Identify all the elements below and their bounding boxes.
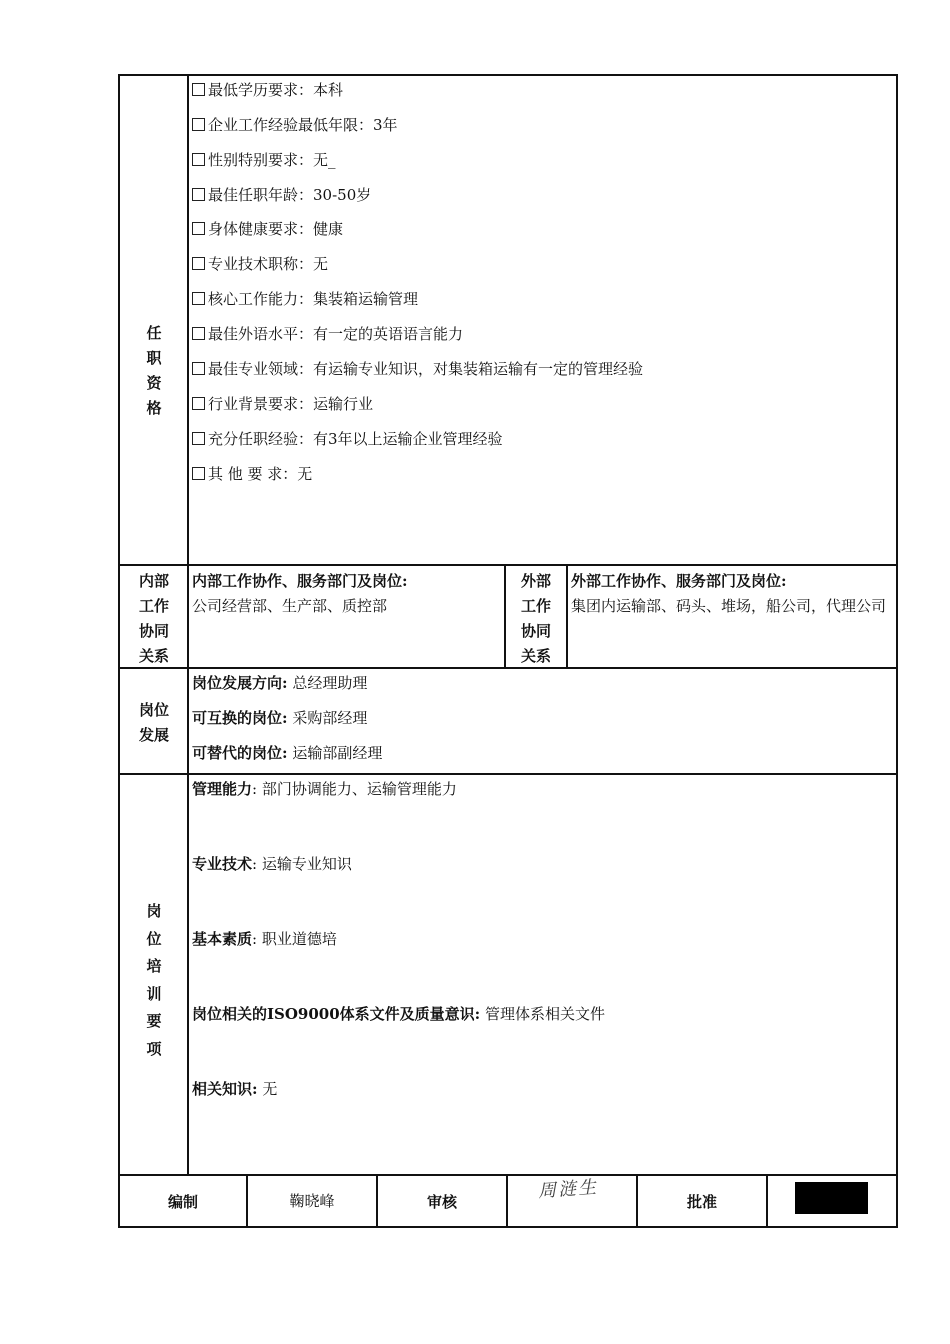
training-row: 岗位相关的ISO9000体系文件及质量意识: 管理体系相关文件 — [192, 1005, 605, 1023]
development-row: 岗位发展方向: 总经理助理 — [192, 674, 368, 692]
development-row: 可互换的岗位: 采购部经理 — [192, 709, 368, 727]
qual-item: 企业工作经验最低年限：3年 — [192, 115, 398, 135]
qual-item: 其 他 要 求：无 — [192, 464, 312, 484]
internal-collab-heading: 内部工作协作、服务部门及岗位: — [192, 572, 408, 590]
job-spec-table — [118, 74, 898, 1228]
qual-item: 最佳外语水平：有一定的英语语言能力 — [192, 324, 463, 344]
qual-item: 行业背景要求：运输行业 — [192, 394, 373, 414]
training-row: 管理能力: 部门协调能力、运输管理能力 — [192, 780, 457, 798]
footer-divider-5 — [766, 1174, 768, 1228]
checkbox-icon — [192, 188, 205, 201]
qual-item: 最佳任职年龄：30-50岁 — [192, 185, 371, 205]
divider-collaboration — [118, 667, 898, 669]
review-label: 审核 — [426, 1193, 457, 1211]
checkbox-icon — [192, 327, 205, 340]
development-label: 岗位发展 — [138, 701, 169, 744]
label-column-divider — [187, 74, 189, 1175]
checkbox-icon — [192, 222, 205, 235]
divider-qualifications — [118, 564, 898, 566]
compile-label: 编制 — [167, 1193, 198, 1211]
collab-divider-2 — [566, 564, 568, 668]
qual-item: 充分任职经验：有3年以上运输企业管理经验 — [192, 429, 503, 449]
training-label: 岗位培训要项 — [146, 902, 162, 1058]
checkbox-icon — [192, 83, 205, 96]
qual-item: 专业技术职称：无 — [192, 254, 328, 274]
checkbox-icon — [192, 432, 205, 445]
development-row: 可替代的岗位: 运输部副经理 — [192, 744, 383, 762]
qual-item: 性别特别要求：无_ — [192, 150, 336, 170]
external-collab-label: 外部工作协同关系 — [520, 572, 551, 665]
checkbox-icon — [192, 118, 205, 131]
qual-item: 身体健康要求：健康 — [192, 219, 343, 239]
checkbox-icon — [192, 362, 205, 375]
qualifications-label: 任职资格 — [146, 324, 162, 417]
footer-divider-3 — [506, 1174, 508, 1228]
training-row: 相关知识: 无 — [192, 1080, 278, 1098]
checkbox-icon — [192, 397, 205, 410]
qual-item: 最低学历要求：本科 — [192, 80, 343, 100]
compiler-name: 鞠晓峰 — [289, 1192, 335, 1210]
divider-training — [118, 1174, 898, 1176]
internal-collab-content: 公司经营部、生产部、质控部 — [192, 597, 388, 615]
collab-divider-1 — [504, 564, 506, 668]
redacted-block — [795, 1182, 868, 1214]
approve-label: 批准 — [686, 1193, 717, 1211]
training-row: 基本素质: 职业道德培 — [192, 930, 337, 948]
divider-development — [118, 773, 898, 775]
checkbox-icon — [192, 257, 205, 270]
qual-item: 核心工作能力：集装箱运输管理 — [192, 289, 418, 309]
internal-collab-label: 内部工作协同关系 — [138, 572, 169, 665]
external-collab-content: 集团内运输部、码头、堆场，船公司，代理公司 — [571, 597, 887, 615]
training-row: 专业技术: 运输专业知识 — [192, 855, 352, 873]
qual-item: 最佳专业领域：有运输专业知识，对集装箱运输有一定的管理经验 — [192, 359, 643, 379]
external-collab-heading: 外部工作协作、服务部门及岗位: — [571, 572, 787, 590]
checkbox-icon — [192, 292, 205, 305]
reviewer-signature: 周涟生 — [537, 1176, 599, 1203]
checkbox-icon — [192, 467, 205, 480]
checkbox-icon — [192, 153, 205, 166]
